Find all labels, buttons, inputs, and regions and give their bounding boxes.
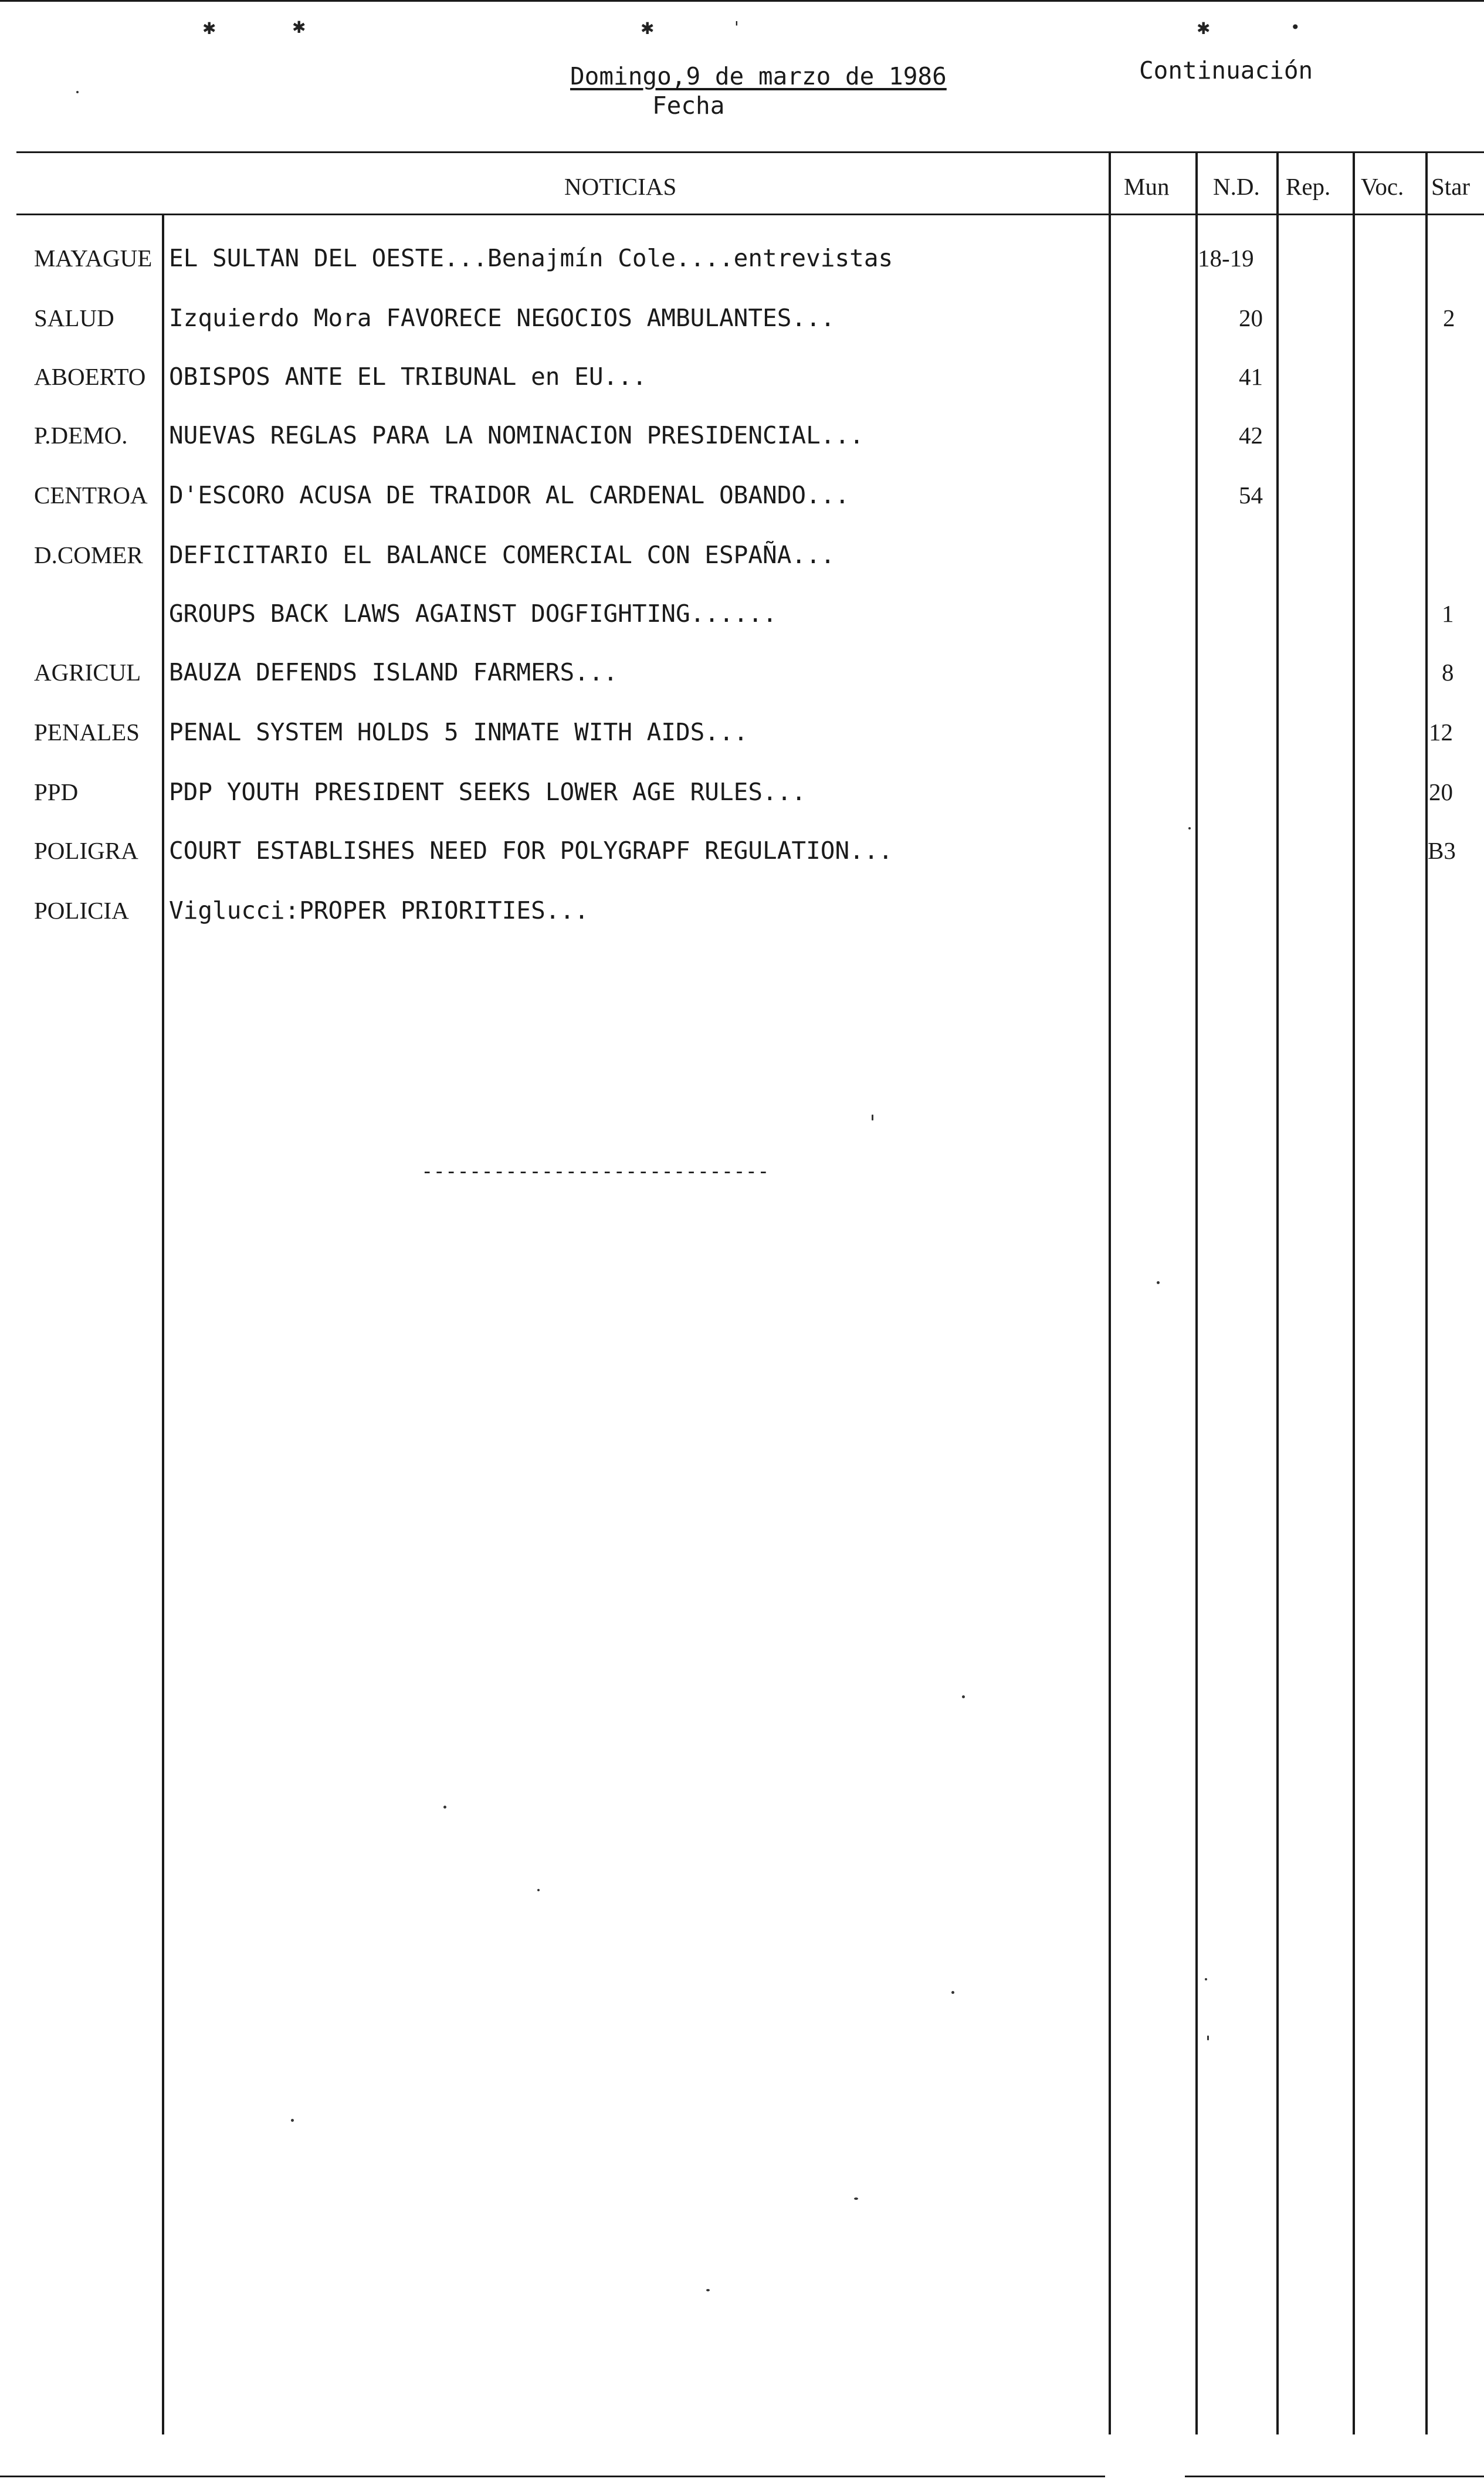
scan-mark: • (1290, 18, 1300, 37)
row-headline: GROUPS BACK LAWS AGAINST DOGFIGHTING...... (169, 600, 777, 628)
scan-speck (1207, 2036, 1209, 2040)
col-header-rep: Rep. (1286, 173, 1331, 200)
row-category: CENTROA (34, 482, 148, 509)
scan-speck (537, 1889, 540, 1891)
row-star: 2 (1443, 304, 1455, 331)
col-divider (1425, 151, 1428, 214)
row-category: P.DEMO. (34, 422, 128, 449)
continuation-label: Continuación (1139, 56, 1313, 84)
scan-speck (872, 1115, 873, 1120)
scan-speck (76, 91, 79, 93)
row-category: SALUD (34, 304, 114, 331)
row-star: 8 (1442, 659, 1454, 686)
col-divider (1195, 151, 1198, 214)
scan-speck (1157, 1281, 1160, 1284)
scan-mark: ' (734, 18, 739, 37)
row-category: MAYAGUE (34, 245, 153, 272)
row-star: 12 (1429, 719, 1453, 746)
row-headline: EL SULTAN DEL OESTE...Benajmín Cole....entrevistas (169, 244, 893, 272)
row-headline: PDP YOUTH PRESIDENT SEEKS LOWER AGE RULES... (169, 778, 807, 806)
row-nd: 18-19 (1198, 245, 1254, 272)
row-nd: 41 (1239, 363, 1263, 390)
row-category: PENALES (34, 719, 140, 746)
row-nd: 42 (1239, 422, 1263, 449)
scan-speck (962, 1695, 965, 1698)
scan-mark: ✱ (292, 18, 306, 37)
col-header-nd: N.D. (1213, 173, 1260, 200)
table-header-rule (16, 214, 1484, 215)
col-header-noticias: NOTICIAS (564, 173, 677, 200)
top-border (0, 0, 1484, 2)
scan-speck (291, 2119, 294, 2122)
col-divider (1109, 151, 1111, 214)
row-headline: OBISPOS ANTE EL TRIBUNAL en EU... (169, 363, 647, 391)
end-rule: ----------------------------- (421, 1160, 770, 1183)
scan-speck (951, 1991, 954, 1994)
row-headline: PENAL SYSTEM HOLDS 5 INMATE WITH AIDS... (169, 718, 748, 746)
row-headline: NUEVAS REGLAS PARA LA NOMINACION PRESIDENCIAL... (169, 421, 864, 449)
bottom-rule-right (1185, 2476, 1484, 2477)
row-category: PPD (34, 778, 79, 805)
row-nd: 54 (1239, 482, 1263, 509)
scan-mark: ✱ (641, 19, 655, 38)
bottom-rule (0, 2476, 1105, 2477)
col-divider (1425, 214, 1428, 2434)
col-header-mun: Mun (1124, 173, 1170, 200)
date-value: Domingo,9 de marzo de 1986 (570, 62, 947, 90)
col-divider (1353, 214, 1355, 2434)
row-nd: 20 (1239, 304, 1263, 331)
row-headline: Izquierdo Mora FAVORECE NEGOCIOS AMBULANTES... (169, 304, 835, 332)
table-top-rule (16, 151, 1484, 153)
col-divider (1109, 214, 1111, 2434)
row-headline: Viglucci:PROPER PRIORITIES... (169, 896, 589, 925)
row-headline: DEFICITARIO EL BALANCE COMERCIAL CON ESPAÑA... (169, 541, 835, 569)
row-category: AGRICUL (34, 659, 141, 686)
scan-speck (1205, 1978, 1207, 1980)
row-category: POLICIA (34, 897, 129, 924)
col-divider (1276, 151, 1279, 214)
col-divider (162, 214, 164, 2434)
scan-speck (854, 2197, 858, 2200)
scan-mark: ✱ (1197, 19, 1211, 38)
scan-speck (1188, 827, 1191, 829)
col-divider (1276, 214, 1279, 2434)
col-divider (1353, 151, 1355, 214)
row-star: 20 (1429, 778, 1453, 805)
col-header-star: Star (1431, 173, 1471, 200)
row-headline: D'ESCORO ACUSA DE TRAIDOR AL CARDENAL OBANDO... (169, 481, 850, 509)
row-headline: BAUZA DEFENDS ISLAND FARMERS... (169, 658, 618, 686)
scan-speck (443, 1806, 446, 1809)
col-header-voc: Voc. (1361, 173, 1404, 200)
row-category: ABOERTO (34, 363, 146, 390)
scan-speck (706, 2289, 710, 2291)
row-category: POLIGRA (34, 837, 138, 864)
row-star: B3 (1428, 837, 1456, 864)
row-category: D.COMER (34, 541, 143, 568)
row-star: 1 (1442, 600, 1454, 627)
col-divider (1195, 214, 1198, 2434)
row-headline: COURT ESTABLISHES NEED FOR POLYGRAPF REGULATION... (169, 837, 893, 865)
date-label: Fecha (652, 92, 725, 120)
scan-mark: ✱ (202, 19, 216, 38)
